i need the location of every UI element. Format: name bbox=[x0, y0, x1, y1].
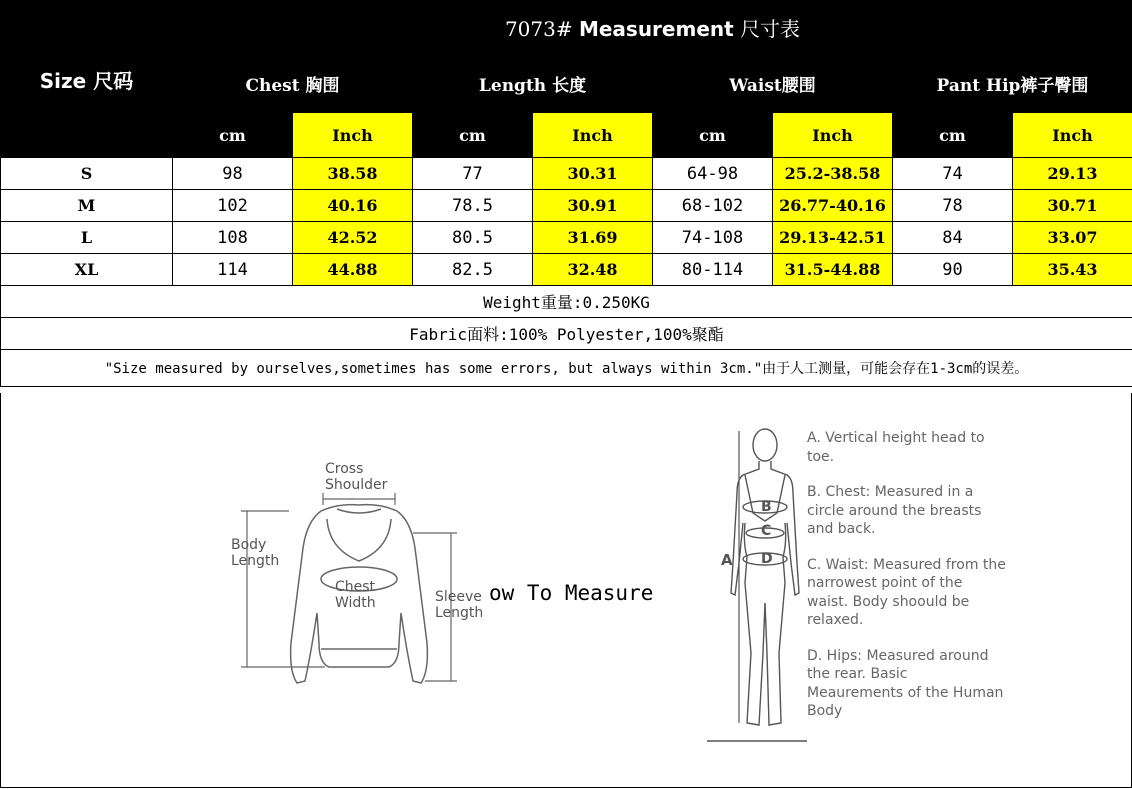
unit-cm: cm bbox=[173, 113, 293, 158]
table-cell: 78 bbox=[893, 190, 1013, 222]
table-cell: 90 bbox=[893, 254, 1013, 286]
table-cell: 26.77-40.16 bbox=[773, 190, 893, 222]
unit-cm: cm bbox=[893, 113, 1013, 158]
label-chest-width-1: Chest bbox=[335, 579, 376, 595]
letter-b: B bbox=[761, 499, 772, 515]
letter-c: C bbox=[761, 523, 772, 539]
letter-d: D bbox=[761, 551, 773, 567]
size-label: L bbox=[1, 222, 173, 254]
table-cell: 40.16 bbox=[293, 190, 413, 222]
weight-row: Weight重量:0.250KG bbox=[1, 286, 1132, 318]
table-cell: 98 bbox=[173, 158, 293, 190]
table-cell: 25.2-38.58 bbox=[773, 158, 893, 190]
size-header: Size 尺码 bbox=[1, 1, 173, 158]
table-cell: 29.13 bbox=[1013, 158, 1132, 190]
unit-inch: Inch bbox=[533, 113, 653, 158]
label-sleeve-length-2: Length bbox=[435, 605, 484, 621]
sweater-diagram bbox=[229, 453, 499, 713]
table-cell: 35.43 bbox=[1013, 254, 1132, 286]
table-cell: 38.58 bbox=[293, 158, 413, 190]
table-cell: 80.5 bbox=[413, 222, 533, 254]
legend-c: C. Waist: Measured from the narrowest point of the waist. Body shoould be relaxed. bbox=[807, 556, 1006, 628]
table-cell: 114 bbox=[173, 254, 293, 286]
body-legend bbox=[807, 429, 1007, 738]
table-cell: 31.69 bbox=[533, 222, 653, 254]
table-row bbox=[1, 222, 1132, 254]
unit-inch: Inch bbox=[1013, 113, 1132, 158]
unit-inch: Inch bbox=[773, 113, 893, 158]
table-cell: 74 bbox=[893, 158, 1013, 190]
group-pant-hip: Pant Hip裤子臀围 bbox=[893, 54, 1132, 113]
measurement-guide bbox=[0, 393, 1132, 788]
unit-inch: Inch bbox=[293, 113, 413, 158]
disclaimer-row: "Size measured by ourselves,sometimes has some errors, but always within 3cm."由于人工测量，可能会存在1-3cm的误差。 bbox=[1, 350, 1132, 387]
table-cell: 80-114 bbox=[653, 254, 773, 286]
table-cell: 32.48 bbox=[533, 254, 653, 286]
table-cell: 30.71 bbox=[1013, 190, 1132, 222]
group-length: Length 长度 bbox=[413, 54, 653, 113]
table-cell: 31.5-44.88 bbox=[773, 254, 893, 286]
table-row bbox=[1, 254, 1132, 286]
size-label: XL bbox=[1, 254, 173, 286]
label-body-length-2: Length bbox=[231, 553, 280, 569]
body-diagram bbox=[707, 423, 807, 753]
table-cell: 102 bbox=[173, 190, 293, 222]
table-cell: 108 bbox=[173, 222, 293, 254]
table-cell: 84 bbox=[893, 222, 1013, 254]
table-cell: 30.91 bbox=[533, 190, 653, 222]
table-cell: 74-108 bbox=[653, 222, 773, 254]
table-cell: 29.13-42.51 bbox=[773, 222, 893, 254]
table-cell: 44.88 bbox=[293, 254, 413, 286]
table-cell: 42.52 bbox=[293, 222, 413, 254]
group-chest: Chest 胸围 bbox=[173, 54, 413, 113]
label-chest-width-2: Width bbox=[335, 595, 376, 611]
table-row bbox=[1, 190, 1132, 222]
table-cell: 78.5 bbox=[413, 190, 533, 222]
table-title: 7073# Measurement 尺寸表 bbox=[173, 1, 1132, 54]
label-sleeve-length-1: Sleeve bbox=[435, 589, 482, 605]
table-cell: 68-102 bbox=[653, 190, 773, 222]
fabric-row: Fabric面料:100% Polyester,100%聚酯 bbox=[1, 318, 1132, 350]
table-cell: 30.31 bbox=[533, 158, 653, 190]
size-label: M bbox=[1, 190, 173, 222]
size-chart-table bbox=[0, 0, 1132, 387]
legend-b: B. Chest: Measured in a circle around the breasts and back. bbox=[807, 484, 982, 537]
table-cell: 64-98 bbox=[653, 158, 773, 190]
size-label: S bbox=[1, 158, 173, 190]
table-cell: 77 bbox=[413, 158, 533, 190]
label-cross-shoulder-2: Shoulder bbox=[325, 477, 388, 493]
label-cross-shoulder-1: Cross bbox=[325, 461, 364, 477]
legend-d: D. Hips: Measured around the rear. Basic Meaurements of the Human Body bbox=[807, 647, 1004, 719]
unit-cm: cm bbox=[653, 113, 773, 158]
label-body-length-1: Body bbox=[231, 537, 267, 553]
how-to-measure-text: ow To Measure bbox=[489, 581, 654, 605]
table-cell: 82.5 bbox=[413, 254, 533, 286]
group-waist: Waist腰围 bbox=[653, 54, 893, 113]
table-cell: 33.07 bbox=[1013, 222, 1132, 254]
letter-a: A bbox=[721, 551, 733, 569]
legend-a: A. Vertical height head to toe. bbox=[807, 430, 985, 465]
table-row bbox=[1, 158, 1132, 190]
unit-cm: cm bbox=[413, 113, 533, 158]
